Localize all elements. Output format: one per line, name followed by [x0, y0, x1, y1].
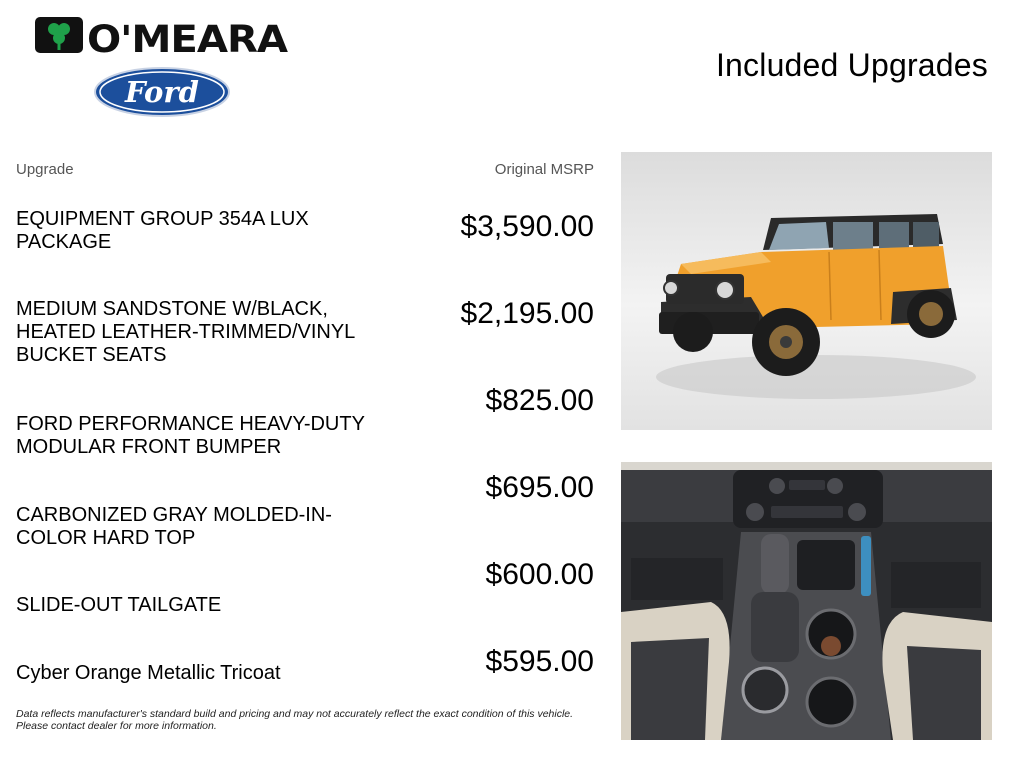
upgrade-price: $3,590.00: [460, 210, 594, 243]
upgrade-column-header: Upgrade: [16, 161, 74, 178]
upgrade-price: $825.00: [485, 384, 594, 417]
page-title: Included Upgrades: [715, 47, 988, 83]
upgrade-price: $595.00: [485, 645, 594, 678]
upgrade-name: Cyber Orange Metallic Tricoat: [16, 662, 281, 684]
upgrade-name: CARBONIZED GRAY MOLDED-IN-COLOR HARD TOP: [16, 504, 332, 549]
upgrade-price: $695.00: [485, 471, 594, 504]
upgrade-name: FORD PERFORMANCE HEAVY-DUTY MODULAR FRONT BUMPER: [16, 413, 365, 458]
disclaimer-line: Data reflects manufacturer's standard build and pricing and may not accurately reflect the exact condition of this vehicle.: [16, 708, 574, 720]
upgrade-price: $2,195.00: [460, 297, 594, 330]
upgrade-name: SLIDE-OUT TAILGATE: [16, 594, 222, 616]
vehicle-interior-photo: [621, 462, 992, 740]
dealer-logo-text: O'MEARA: [87, 18, 289, 56]
vehicle-exterior-photo: [621, 152, 992, 430]
upgrade-name: MEDIUM SANDSTONE W/BLACK, HEATED LEATHER-TRIMMED/VINYL BUCKET SEATS: [16, 298, 355, 366]
ford-logo-text: Ford: [125, 75, 199, 109]
ford-logo: [93, 66, 231, 118]
upgrade-name: EQUIPMENT GROUP 354A LUX PACKAGE: [16, 208, 309, 253]
disclaimer-line: Please contact dealer for more information.: [16, 720, 217, 732]
msrp-column-header: Original MSRP: [494, 161, 594, 178]
dealer-logo: [35, 16, 290, 56]
disclaimer: [16, 708, 606, 732]
upgrade-price: $600.00: [485, 558, 594, 591]
